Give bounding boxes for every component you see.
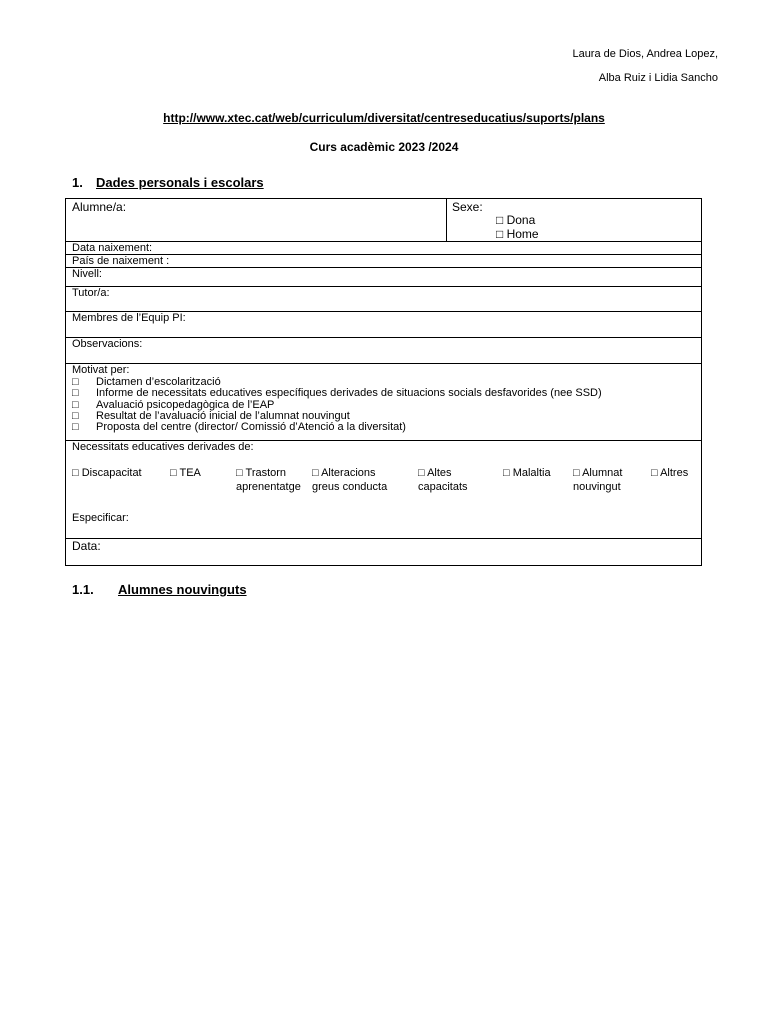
row-alumne-sexe — [66, 199, 701, 242]
motivat-item[interactable]: □ Informe de necessitats educatives específiques derivades de situacions socials desfavorides (nee SSD) — [72, 387, 602, 400]
option-malaltia[interactable]: □ Malaltia — [503, 467, 551, 479]
option-altres[interactable]: □ Altres — [651, 467, 689, 479]
row-nivell[interactable] — [66, 268, 701, 287]
authors — [572, 42, 718, 90]
section-heading-1-1 — [72, 582, 247, 597]
motivat-item[interactable]: □ Avaluació psicopedagògica de l’EAP — [72, 398, 275, 411]
option-altes-capacitats[interactable]: □ Altes capacitats — [418, 467, 468, 493]
section-title: Alumnes nouvinguts — [118, 582, 247, 597]
section-heading-1 — [72, 175, 264, 190]
option-alteracions-conducta[interactable]: □ Alteracions greus conducta — [312, 467, 388, 493]
row-motivat-per — [66, 364, 701, 441]
sexe-option-home[interactable]: □ Home — [496, 227, 539, 241]
necessitats-label: Necessitats educatives derivades de: — [72, 441, 254, 453]
row-data-naixement[interactable] — [66, 242, 701, 255]
tutor-label: Tutor/a: — [72, 287, 110, 299]
option-discapacitat[interactable]: □ Discapacitat — [72, 467, 142, 479]
section-number: 1. — [72, 175, 83, 190]
section-number: 1.1. — [72, 582, 94, 597]
data-label: Data: — [72, 539, 101, 553]
authors-line-1: Laura de Dios, Andrea Lopez, — [572, 48, 718, 60]
option-tea[interactable]: □ TEA — [170, 467, 201, 479]
alumne-label: Alumne/a: — [72, 200, 127, 214]
motivat-list — [72, 377, 602, 433]
row-observacions[interactable] — [66, 338, 701, 364]
row-necessitats — [66, 441, 701, 539]
row-pais-naixement[interactable] — [66, 255, 701, 268]
column-divider — [446, 199, 447, 241]
checkbox-icon: □ — [72, 376, 79, 388]
course-year: Curs acadèmic 2023 /2024 — [309, 140, 459, 154]
pais-naixement-label: País de naixement : — [72, 255, 170, 267]
row-data[interactable] — [66, 539, 701, 565]
sexe-label: Sexe: — [452, 200, 483, 214]
personal-data-form — [65, 198, 702, 566]
especificar-label: Especificar: — [72, 512, 129, 524]
motivat-item[interactable]: □ Proposta del centre (director/ Comissió d’Atenció a la diversitat) — [72, 421, 406, 434]
motivat-label: Motivat per: — [72, 364, 130, 376]
checkbox-icon: □ — [72, 421, 79, 434]
row-tutor[interactable] — [66, 287, 701, 312]
authors-line-2: Alba Ruiz i Lidia Sancho — [598, 72, 718, 84]
checkbox-icon: □ — [72, 409, 79, 422]
section-title: Dades personals i escolars — [96, 175, 264, 190]
reference-link[interactable]: http://www.xtec.cat/web/curriculum/diversitat/centreseducatius/suports/plans — [163, 111, 605, 125]
nivell-label: Nivell: — [72, 268, 102, 280]
checkbox-icon: □ — [72, 387, 79, 400]
motivat-item[interactable]: □ Resultat de l’avaluació inicial de l’alumnat nouvingut — [72, 409, 350, 422]
sexe-option-dona[interactable]: □ Dona — [496, 213, 536, 227]
option-trastorn-aprenentatge[interactable]: □ Trastorn aprenentatge — [236, 467, 301, 493]
option-alumnat-nouvingut[interactable]: □ Alumnat nouvingut — [573, 467, 623, 493]
observacions-label: Observacions: — [72, 338, 143, 350]
row-membres-equip[interactable] — [66, 312, 701, 338]
checkbox-icon: □ — [72, 398, 79, 411]
motivat-item[interactable]: □ Dictamen d’escolarització — [72, 376, 221, 388]
data-naixement-label: Data naixement: — [72, 242, 153, 254]
membres-label: Membres de l’Equip PI: — [72, 312, 186, 324]
